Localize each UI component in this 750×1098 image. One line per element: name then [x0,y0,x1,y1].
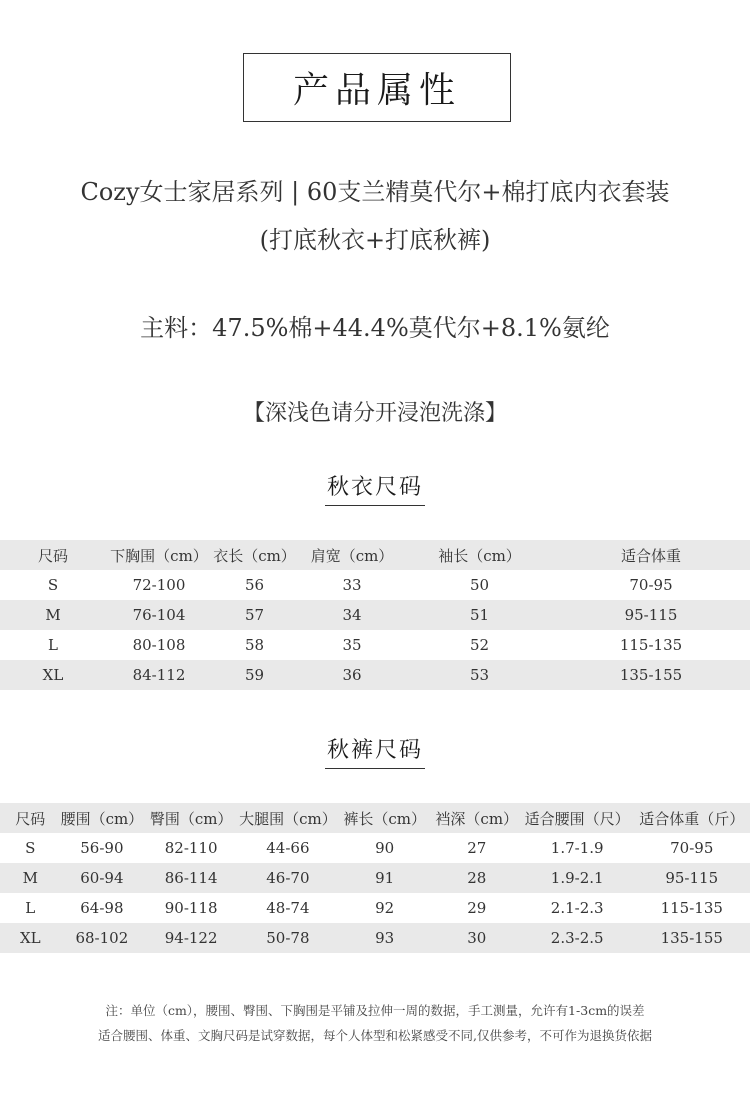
table-row [0,923,750,953]
table-cell: 51 [407,600,552,630]
table-cell: 48-74 [266,899,310,917]
table-cell: 82-110 [164,839,218,857]
pants-size-table [0,803,750,953]
table-cell: 72-100 [132,576,186,594]
table-cell: 50-78 [239,923,337,953]
table-cell: 56-90 [80,839,124,857]
header-cell: 腰围（cm） [61,803,144,833]
product-name: Cozy女士家居系列 | 60支兰精莫代尔+棉打底内衣套装 [80,178,670,206]
table-cell: 91 [337,863,433,893]
size-cell: M [0,600,106,630]
header-cell: 适合腰围（尺） [521,803,634,833]
wash-instruction: 【深浅色请分开浸泡洗涤】 [242,401,507,426]
header-cell: 裤长（cm） [337,803,433,833]
table-cell: 92 [375,899,395,917]
table-cell: 2.3-2.5 [521,923,634,953]
table-cell: 64-98 [80,899,124,917]
size-cell: L [25,899,36,917]
table-cell: 35 [342,636,362,654]
product-contents: (打底秋衣+打底秋裤) [259,226,491,254]
material-composition: 主料：47.5%棉+44.4%莫代尔+8.1%氨纶 [140,314,610,342]
top-size-table [0,540,750,690]
header-cell: 尺码 [0,803,61,833]
table-row [0,833,750,863]
header-cell: 衣长（cm） [212,540,297,570]
top-size-section-title [0,470,750,506]
table-cell: 29 [467,899,487,917]
table-cell: 59 [212,660,297,690]
size-cell: M [0,863,61,893]
table-row [0,570,750,600]
table-cell: 56 [244,576,265,594]
table-cell: 95-115 [552,600,750,630]
fit-disclaimer-note: 适合腰围、体重、文胸尺码是试穿数据，每个人体型和松紧感受不同,仅供参考，不可作为退换货依据 [98,1028,652,1043]
table-cell: 30 [433,923,521,953]
table-cell: 115-135 [660,899,723,917]
table-cell: 90-118 [164,899,218,917]
table-cell: 44-66 [266,839,310,857]
table-header-row [0,540,750,570]
table-cell: 58 [244,636,265,654]
table-cell: 53 [407,660,552,690]
top-size-title-text: 秋衣尺码 [325,470,425,506]
header-cell: 尺码 [0,540,106,570]
page-title: 产品属性 [243,53,511,122]
pants-size-title-text: 秋裤尺码 [325,733,425,769]
header-cell: 适合体重 [552,540,750,570]
header-cell: 适合体重（斤） [634,803,750,833]
table-cell: 70-95 [670,839,714,857]
measurement-note: 注：单位（cm），腰围、臀围、下胸围是平铺及拉伸一周的数据，手工测量，允许有1-3cm的误差 [105,1003,645,1018]
table-row [0,863,750,893]
header-cell: 肩宽（cm） [297,540,407,570]
table-cell: 93 [337,923,433,953]
header-cell: 袖长（cm） [407,540,552,570]
header-cell: 大腿围（cm） [239,803,337,833]
table-cell: 46-70 [239,863,337,893]
table-cell: 70-95 [629,576,673,594]
size-cell: S [25,839,36,857]
table-row [0,660,750,690]
table-cell: 34 [297,600,407,630]
table-row [0,893,750,923]
table-cell: 135-155 [634,923,750,953]
table-cell: 76-104 [106,600,212,630]
table-cell: 135-155 [552,660,750,690]
table-cell: 86-114 [143,863,239,893]
table-cell: 94-122 [143,923,239,953]
table-cell: 33 [342,576,362,594]
pants-size-section-title [0,733,750,769]
table-cell: 27 [467,839,487,857]
header-cell: 臀围（cm） [143,803,239,833]
header-cell: 下胸围（cm） [106,540,212,570]
table-cell: 1.7-1.9 [550,839,604,857]
table-cell: 95-115 [634,863,750,893]
table-cell: 50 [469,576,490,594]
size-cell: XL [0,660,106,690]
table-cell: 80-108 [132,636,186,654]
table-cell: 57 [212,600,297,630]
table-cell: 60-94 [61,863,144,893]
size-cell: XL [0,923,61,953]
size-cell: L [48,636,58,654]
table-cell: 1.9-2.1 [521,863,634,893]
header-cell: 裆深（cm） [433,803,521,833]
table-cell: 68-102 [61,923,144,953]
table-cell: 36 [297,660,407,690]
table-cell: 84-112 [106,660,212,690]
table-cell: 2.1-2.3 [550,899,604,917]
table-cell: 90 [375,839,395,857]
table-header-row [0,803,750,833]
size-cell: S [47,576,59,594]
table-cell: 28 [433,863,521,893]
table-cell: 115-135 [619,636,683,654]
table-row [0,630,750,660]
table-row [0,600,750,630]
table-cell: 52 [469,636,490,654]
